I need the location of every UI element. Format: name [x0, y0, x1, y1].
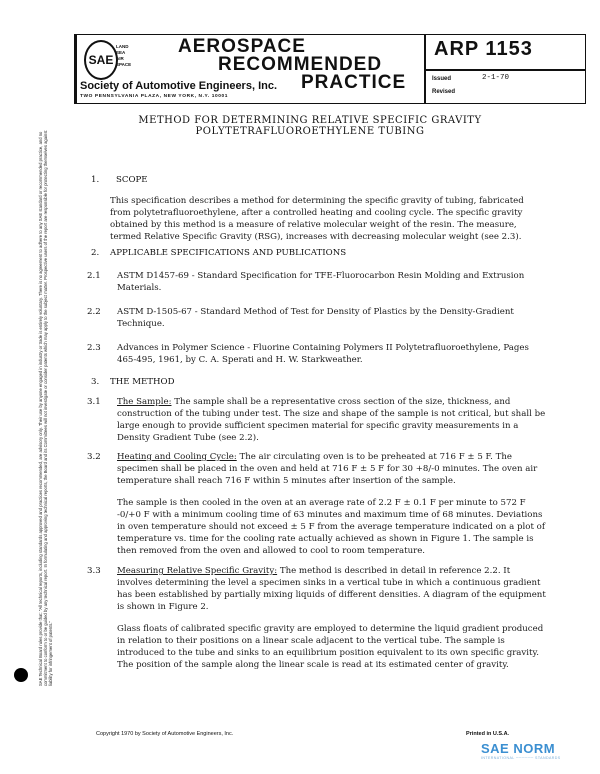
society-name: Society of Automotive Engineers, Inc.	[80, 80, 278, 92]
s31-num: 3.1	[87, 397, 101, 407]
s33-text	[117, 565, 547, 613]
footer-printed: Printed in U.S.A.	[466, 731, 510, 737]
technical-board-note: SAE Technical Board rules provide that: "All technical reports, including standards approved and practices recommended, are advisory only. Their use by anyone engaged in industry or trade is entirely voluntary. There is no agreement to adhere to any SAE standard or recommended practice, and no commitment to conform to or be guided by any technical report. In formulating and approving technical reports, the Board and its Committees will not investigate or consider patents which may apply to the subject matter. Prospective users of the report are responsible for protecting themselves against liability for infringement of patents."	[38, 130, 54, 686]
s1-num: 1.	[91, 175, 100, 185]
title-practice: PRACTICE	[301, 72, 407, 93]
s33-body: The method is described in detail in reference 2.2. It involves determining the level a specimen sinks in a vertical tube in which a continuous gradient has been established by partially mixing liquids of different densities. A diagram of the equipment is shown in Figure 2.	[117, 566, 546, 612]
watermark-brand: SAE NORM	[481, 741, 556, 756]
s21-body: ASTM D1457-69 - Standard Specification for TFE-Fluorocarbon Resin Molding and Extrusion Materials.	[117, 271, 525, 293]
s31-heading: The Sample:	[117, 397, 172, 407]
s1-body: This specification describes a method for determining the specific gravity of tubing, fabricated from polytetrafluoroethylene, after a controlled heating and cooling cycle. The specific gravity obtained by this method is a measure of relative molecular weight of the resin. The measure, termed Relative Specific Gravity (RSG), increases with decreasing molecular weight (see 2.3).	[110, 196, 524, 242]
header-left-thick	[74, 34, 77, 104]
sae-norm-watermark	[481, 741, 561, 760]
issued-label: Issued	[432, 76, 452, 82]
title-aerospace: AEROSPACE	[178, 36, 306, 57]
s2-num: 2.	[91, 248, 100, 258]
s31-body: The sample shall be a representative cross section of the size, thickness, and construction of the tubing under test. The size and shape of the sample is not critical, but shall be large enough to provide sufficient specimen material for specific gravity measurements in a Density Gradient Tube (see 2.2).	[117, 397, 546, 443]
s32-body2: The sample is then cooled in the oven at an average rate of 2.2 F ± 0.1 F per minute to 572 F -0/+0 F with a minimum cooling time of 63 minutes and maximum time of 68 minutes. Deviations in oven temperature should not exceed ± 5 F from the average temperature indicated on a plot of temperature vs. time for the cooling rate actually achieved as shown in Figure 1. The sample is then removed from the oven and allowed to cool to room temperature.	[117, 498, 546, 556]
s22-body: ASTM D-1505-67 - Standard Method of Test for Density of Plastics by the Density-Gradient Technique.	[117, 307, 514, 329]
watermark-sub: INTERNATIONAL ────── STANDARDS	[481, 756, 561, 760]
doc-title-line2: POLYTETRAFLUOROETHYLENE TUBING	[195, 126, 425, 137]
logo-tags: LAND SEA AIR SPACE	[116, 44, 132, 67]
s3-title: THE METHOD	[110, 377, 175, 387]
title-recommended: RECOMMENDED	[218, 54, 383, 75]
s21-num: 2.1	[87, 271, 101, 281]
sae-logo-icon: SAE	[84, 40, 118, 80]
s33-num: 3.3	[87, 566, 101, 576]
s22-num: 2.2	[87, 307, 101, 317]
s32-text	[117, 451, 547, 487]
society-address: TWO PENNSYLVANIA PLAZA, NEW YORK, N.Y. 10001	[80, 94, 229, 99]
header-hdivider	[424, 69, 585, 71]
s23-body: Advances in Polymer Science - Fluorine Containing Polymers II Polytetrafluoroethylene, Pages 465-495, 1961, by C. A. Sperati and H. W. Starkweather.	[117, 343, 529, 365]
s32-heading: Heating and Cooling Cycle:	[117, 452, 237, 462]
s33-heading: Measuring Relative Specific Gravity:	[117, 566, 278, 576]
s1-title: SCOPE	[116, 175, 148, 185]
s3-num: 3.	[91, 377, 100, 387]
s31-text	[117, 396, 547, 444]
s33-body2: Glass floats of calibrated specific gravity are employed to determine the liquid gradient produced in relation to their positions on a linear scale adjacent to the vertical tube. The sample is introduced to the tube and sinks to an equilibrium position equivalent to its own specific gravity. The position of the sample along the linear scale is read at its estimated center of gravity.	[117, 624, 544, 670]
punch-hole-mark	[14, 668, 28, 682]
s23-num: 2.3	[87, 343, 101, 353]
revised-label: Revised	[432, 89, 456, 95]
footer-copyright: Copyright 1970 by Society of Automotive Engineers, Inc.	[96, 731, 234, 737]
s2-title: APPLICABLE SPECIFICATIONS AND PUBLICATIONS	[110, 248, 347, 258]
s32-num: 3.2	[87, 452, 101, 462]
s32-body: The air circulating oven is to be preheated at 716 F ± 5 F. The specimen shall be placed in the oven and held at 716 F ± 5 F for 30 +8/-0 minutes. The oven air temperature shall reach 716 F within 5 minutes after insertion of the sample.	[117, 452, 538, 486]
issued-date: 2-1-70	[482, 74, 510, 82]
doc-number: ARP 1153	[434, 38, 533, 60]
doc-title-line1: METHOD FOR DETERMINING RELATIVE SPECIFIC GRAVITY	[138, 115, 482, 126]
